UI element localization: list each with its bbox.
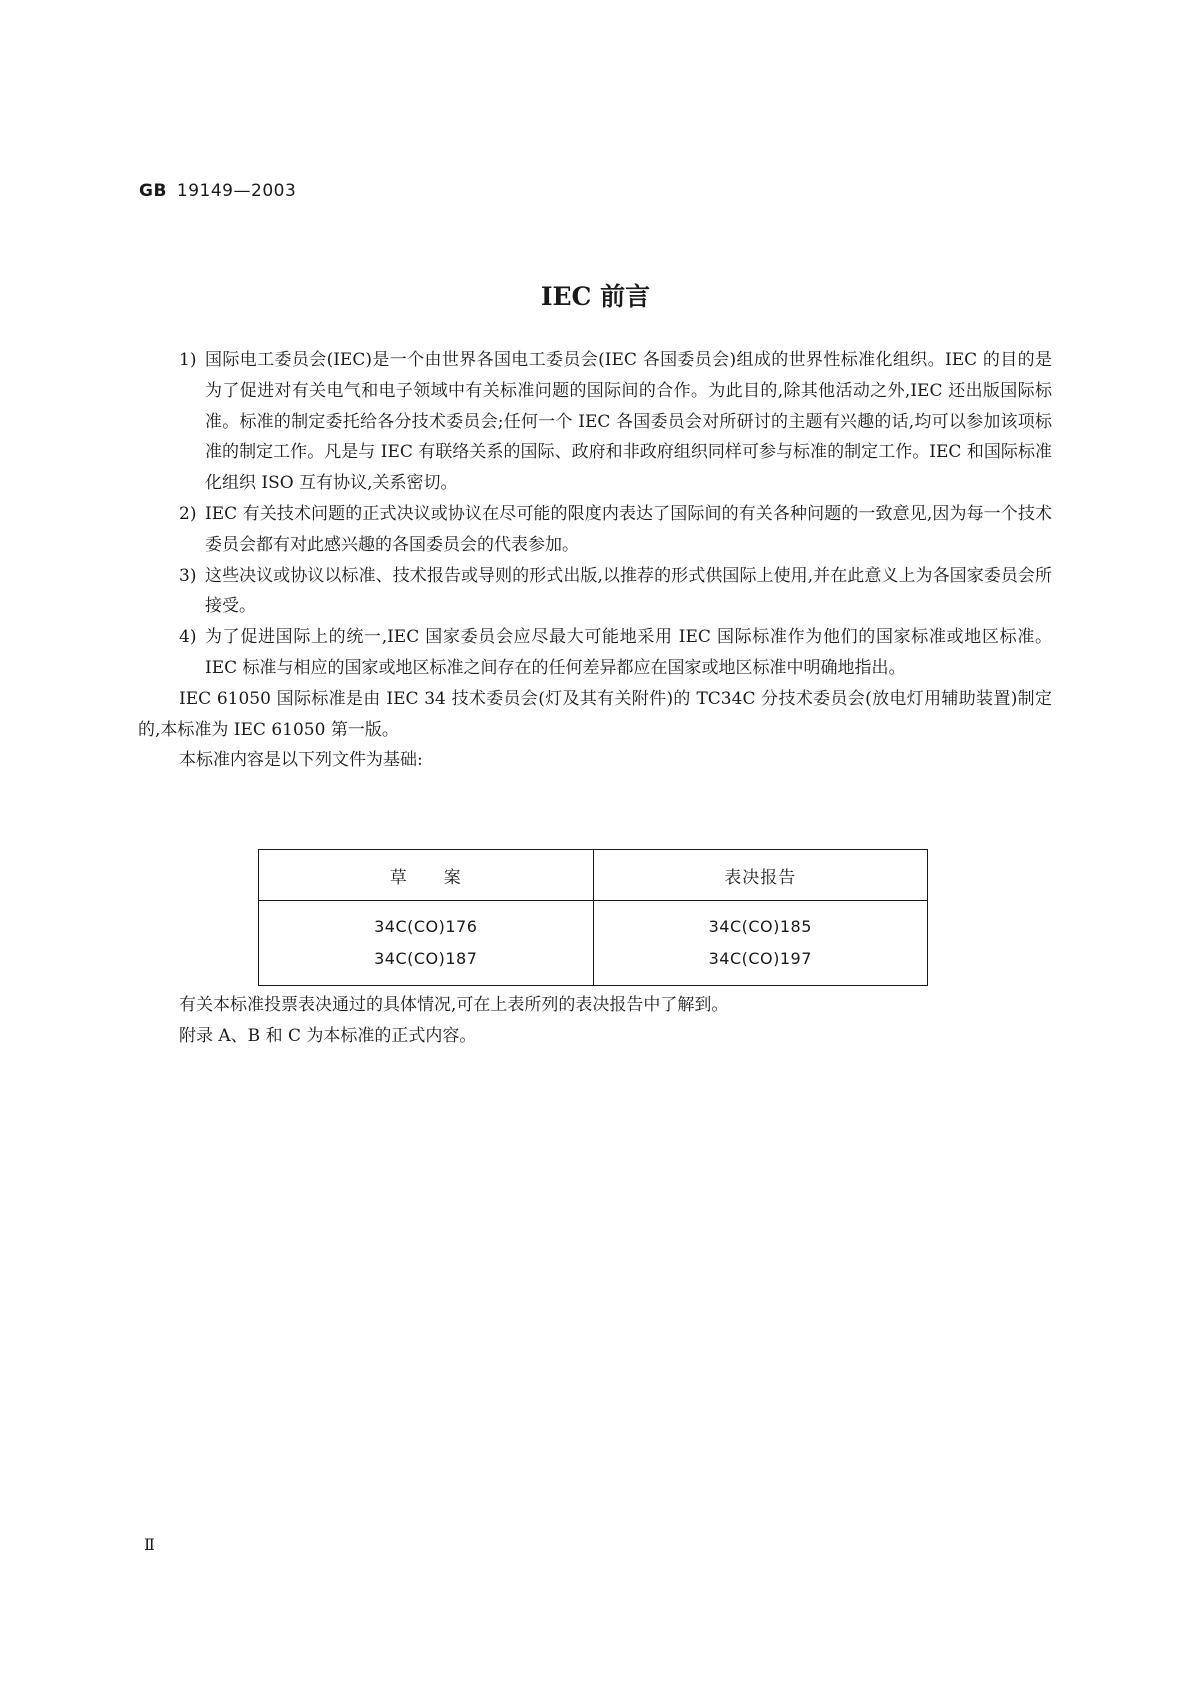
foreword-item-2 [179,499,1052,561]
standard-prefix: GB [139,181,167,201]
column-header-draft: 草 案 [259,850,594,901]
page-title: IEC 前言 [540,282,651,311]
item-text: IEC 有关技术问题的正式决议或协议在尽可能的限度内表达了国际间的有关各种问题的一致意见,因为每一个技术委员会都有对此感兴趣的各国委员会的代表参加。 [205,503,1052,555]
item-text: 这些决议或协议以标准、技术报告或导则的形式出版,以推荐的形式供国际上使用,并在此意义上为各国家委员会所接受。 [205,565,1052,617]
item-number: 1) [179,350,197,370]
draft-document-1: 34C(CO)176 [374,917,478,936]
item-text: 为了促进国际上的统一,IEC 国家委员会应尽最大可能地采用 IEC 国际标准作为他们的国家标准或地区标准。IEC 标准与相应的国家或地区标准之间存在的任何差异都应在国家或地区标准中明确地指出。 [205,627,1052,678]
basis-documents-table [258,849,928,986]
draft-cell [259,901,594,986]
draft-document-2: 34C(CO)187 [374,949,478,968]
item-number: 4) [179,627,197,648]
foreword-item-3 [179,561,1052,623]
table-header-row [259,850,928,901]
annexes-paragraph: 附录 A、B 和 C 为本标准的正式内容。 [179,1026,477,1046]
foreword-body [138,345,1052,776]
page-number: Ⅱ [144,1535,155,1554]
voting-report-1: 34C(CO)185 [708,917,812,936]
origin-paragraph: IEC 61050 国际标准是由 IEC 34 技术委员会(灯及其有关附件)的 TC34C 分技术委员会(放电灯用辅助装置)制定的,本标准为 IEC 61050 第一版。 [138,688,1052,740]
voting-info-paragraph: 有关本标准投票表决通过的具体情况,可在上表所列的表决报告中了解到。 [179,995,729,1015]
item-text: 国际电工委员会(IEC)是一个由世界各国电工委员会(IEC 各国委员会)组成的世界性标准化组织。IEC 的目的是为了促进对有关电气和电子领域中有关标准问题的国际间的合作。为此目的,除其他活动之外,IEC 还出版国际标准。标准的制定委托给各分技术委员会;任何一个 IEC 各国委员会对所研讨的主题有兴趣的话,均可以参加该项标准的制定工作。凡是与 IEC 有联络关系的国际、政府和非政府组织同样可参与标准的制定工作。IEC 和国际标准化组织 ISO 互有协议,关系密切。 [205,350,1052,494]
document-header [139,181,296,201]
foreword-item-4 [179,622,1052,684]
table-row [259,901,928,986]
standard-number: 19149—2003 [176,181,297,201]
foreword-item-1 [179,345,1052,499]
column-header-voting-report: 表决报告 [593,850,928,901]
item-number: 2) [179,503,197,524]
voting-report-cell [593,901,928,986]
item-number: 3) [179,565,197,586]
post-table-text [179,990,1052,1052]
voting-report-2: 34C(CO)197 [708,949,812,968]
basis-intro-paragraph: 本标准内容是以下列文件为基础: [179,750,423,771]
